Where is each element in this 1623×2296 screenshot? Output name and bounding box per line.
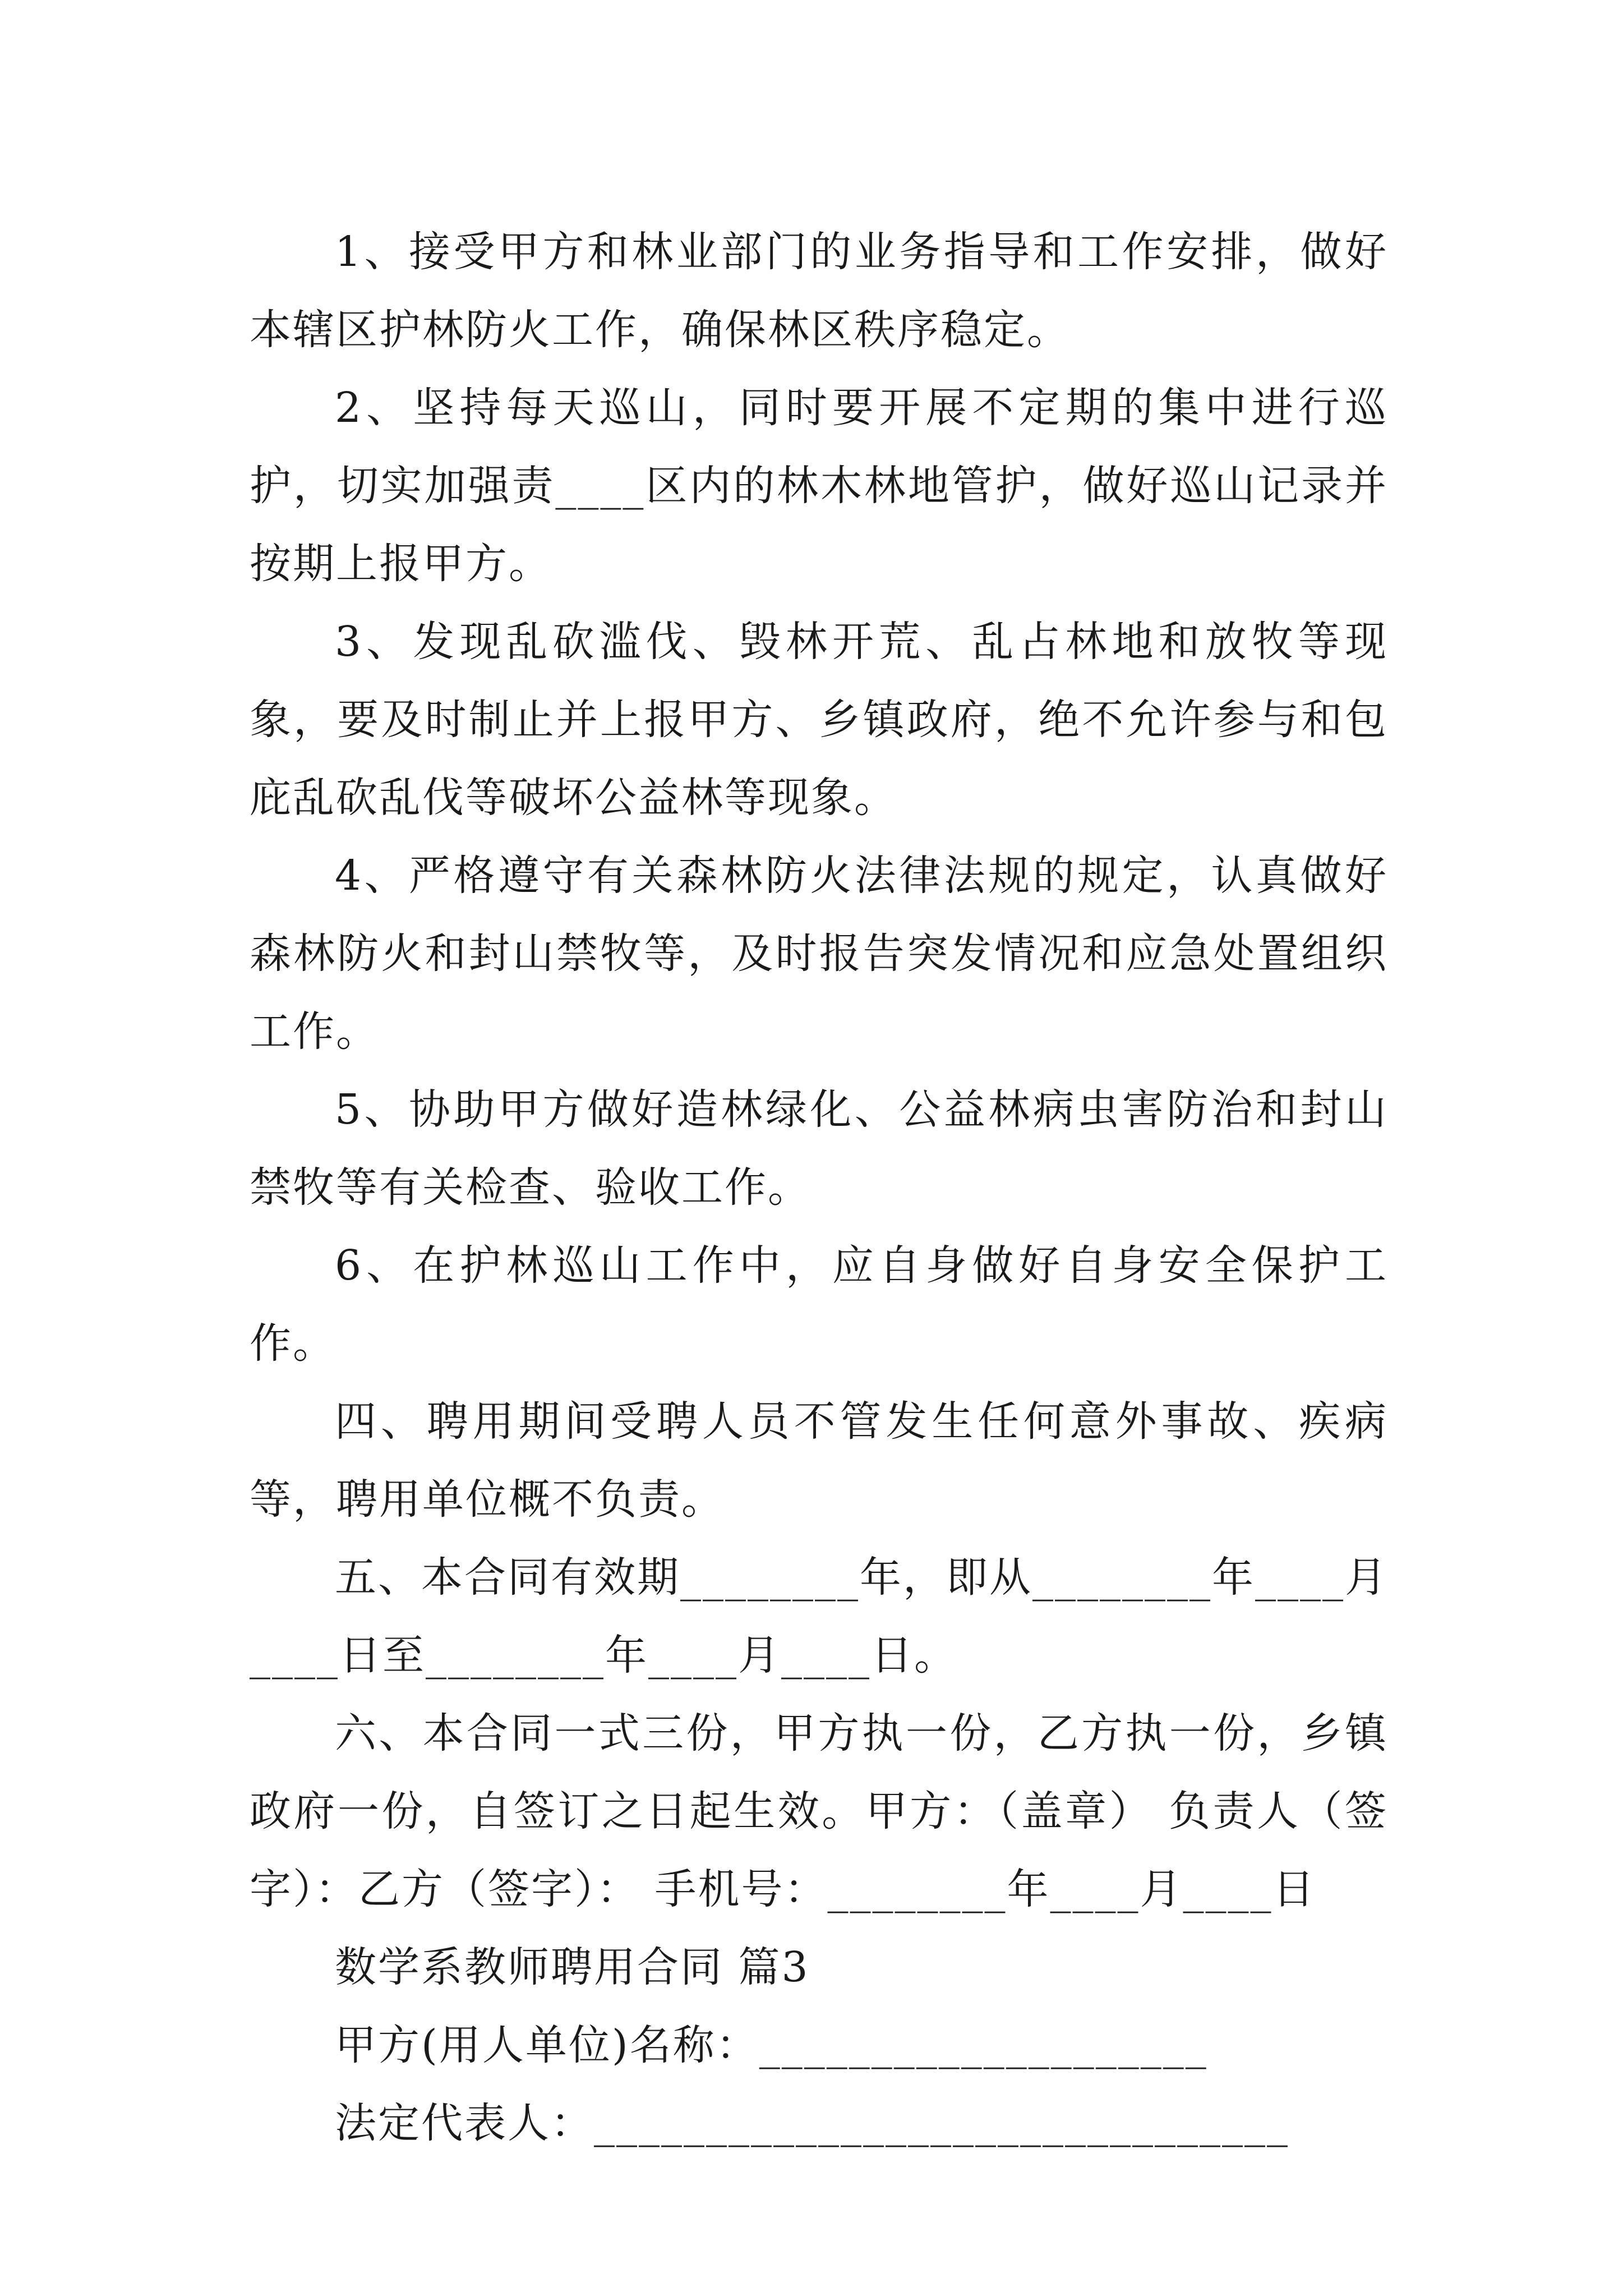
article-four: 四、聘用期间受聘人员不管发生任何意外事故、疾病等，聘用单位概不负责。 [250, 1397, 1388, 1524]
section-title: 数学系教师聘用合同 篇3 [335, 1943, 810, 1991]
clause-3: 3、发现乱砍滥伐、毁林开荒、乱占林地和放牧等现象，要及时制止并上报甲方、乡镇政府，绝不允许参与和包庇乱砍乱伐等破坏公益林等现象。 [250, 618, 1388, 822]
legal-representative-field: 法定代表人：_______________________________ [335, 2099, 1289, 2147]
clause-1: 1、接受甲方和林业部门的业务指导和工作安排，做好本辖区护林防火工作，确保林区秩序稳定。 [250, 228, 1388, 354]
article-five: 五、本合同有效期________年，即从________年____月____日至________年____月____日。 [250, 1553, 1388, 1680]
article-six: 六、本合同一式三份，甲方执一份，乙方执一份，乡镇政府一份，自签订之日起生效。甲方：（盖章） 负责人（签字）：乙方（签字）： 手机号：________年____月____日 [250, 1709, 1388, 1913]
employer-name-field: 甲方(用人单位)名称：____________________ [335, 2021, 1208, 2069]
document-body [250, 213, 1388, 2162]
clause-5: 5、协助甲方做好造林绿化、公益林病虫害防治和封山禁牧等有关检查、验收工作。 [250, 1085, 1388, 1212]
clause-4: 4、严格遵守有关森林防火法律法规的规定，认真做好森林防火和封山禁牧等，及时报告突发情况和应急处置组织工作。 [250, 852, 1388, 1056]
clause-6: 6、在护林巡山工作中，应自身做好自身安全保护工作。 [250, 1241, 1388, 1368]
clause-2: 2、坚持每天巡山，同时要开展不定期的集中进行巡护，切实加强责____区内的林木林地管护，做好巡山记录并按期上报甲方。 [250, 384, 1388, 588]
